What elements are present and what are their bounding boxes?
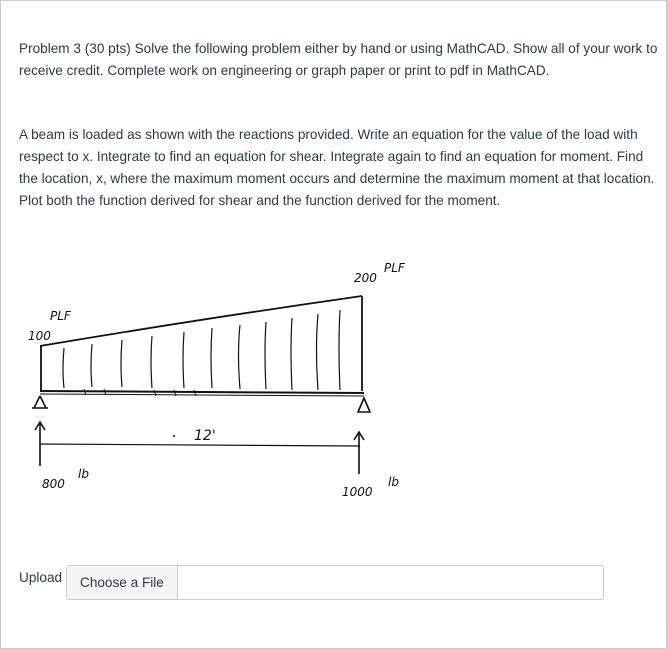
beam-description: A beam is loaded as shown with the reactions provided. Write an equation for the value of the load with respect to x. Integrate to find an equation for shear. Integrate again to find an equation for moment. Find the location, x, where the maximum moment occurs and determine the maximum moment at that location. Plot both the function derived for shear and the function derived for the moment. (19, 127, 655, 208)
problem-statement: Problem 3 (30 pts) Solve the following problem either by hand or using MathCAD. Show all of your work to receive credit. Complete work on engineering or graph paper or print to pdf in MathCAD. (19, 41, 658, 78)
file-input[interactable] (66, 565, 604, 600)
span-dimension-line (40, 444, 360, 446)
beam-line (40, 391, 364, 393)
right-load-value: 200 (354, 271, 377, 285)
left-load-value: 100 (28, 329, 51, 343)
left-reaction-unit: lb (78, 467, 89, 481)
beam-line-lower (40, 394, 364, 396)
right-reaction-arrow (354, 432, 364, 474)
right-reaction-value: 1000 (342, 485, 373, 499)
left-reaction-value: 800 (42, 477, 65, 491)
right-load-unit: PLF (384, 261, 405, 275)
left-load-unit: PLF (50, 309, 71, 323)
choose-file-button[interactable]: Choose a File (67, 566, 178, 599)
load-top-line (40, 296, 362, 346)
beam-diagram (14, 248, 434, 510)
upload-label: Upload (19, 570, 63, 585)
span-label: 12' (194, 428, 216, 444)
right-reaction-unit: lb (388, 475, 399, 489)
right-support (358, 398, 370, 412)
load-verticals (63, 310, 340, 390)
left-support (32, 396, 48, 408)
